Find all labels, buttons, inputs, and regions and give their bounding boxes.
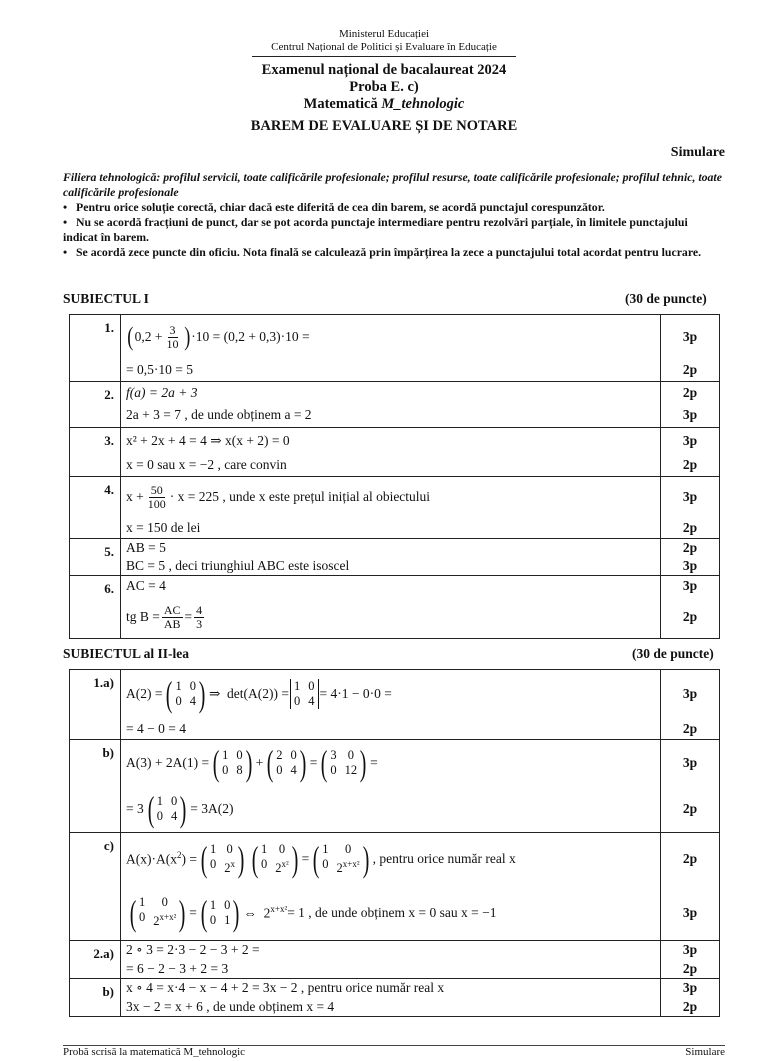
points-cell: 3p 2p	[661, 979, 720, 1017]
note-3: • Se acordă zece puncte din oficiu. Nota finală se calculează prin împărțirea la zece a punctajului total acordat pentru lucrare.	[63, 245, 702, 259]
filiera-text: Filiera tehnologică: profilul servicii, toate calificările profesionale; profilul resurse, toate calificările profesionale; profilul tehnic, toate calificările profesionale	[63, 170, 722, 199]
section-1-table	[69, 314, 720, 639]
exam-title: Examenul național de bacalaureat 2024	[261, 62, 507, 78]
footer-left: Probă scrisă la matematică M_tehnologic	[63, 1046, 246, 1058]
solution-cell: 2 ∘ 3 = 2·3 − 2 − 3 + 2 = = 6 − 2 − 3 + 2 = 3	[121, 941, 661, 979]
points-cell: 3p 2p	[661, 428, 720, 477]
table-row	[70, 941, 720, 979]
item-number: 2.	[70, 382, 121, 428]
item-number: b)	[70, 979, 121, 1017]
solution-cell: A(3) + 2A(1) = ( 1 0 0 8 ) + ( 2 0 0 4 ) = ( 3 0 0 12 ) = = 3 ( 1 0 0 4 ) = 3A(2)	[121, 740, 661, 833]
item-number: c)	[70, 833, 121, 941]
simulare-label: Simulare	[670, 145, 725, 160]
section-1-title: SUBIECTUL I	[63, 291, 149, 306]
points-cell: 3p 2p	[661, 740, 720, 833]
section-2-points: (30 de puncte)	[632, 646, 714, 661]
section-2-title: SUBIECTUL al II-lea	[63, 646, 190, 661]
solution-cell: x ∘ 4 = x·4 − x − 4 + 2 = 3x − 2 , pentru orice număr real x 3x − 2 = x + 6 , de unde obținem x = 4	[121, 979, 661, 1017]
table-row	[70, 382, 720, 428]
item-number: 1.a)	[70, 670, 121, 740]
table-row	[70, 833, 720, 941]
subject-title: Matematică M_tehnologic	[303, 96, 465, 112]
points-cell: 2p 3p	[661, 833, 720, 941]
points-cell: 2p 3p	[661, 382, 720, 428]
points-cell: 3p 2p	[661, 315, 720, 382]
section-1-points: (30 de puncte)	[625, 291, 707, 306]
solution-cell: f(a) = 2a + 3 2a + 3 = 7 , de unde obținem a = 2	[121, 382, 661, 428]
note-2: • Nu se acordă fracțiuni de punct, dar se pot acorda punctaje intermediare pentru rezolvări parțiale, în limitele punctajului indicat în barem.	[63, 215, 688, 244]
note-1: • Pentru orice soluție corectă, chiar dacă este diferită de cea din barem, se acordă punctajul corespunzător.	[63, 200, 605, 214]
header-rule	[252, 56, 516, 57]
center-name: Centrul Național de Politici și Evaluare în Educație	[271, 41, 497, 53]
item-number: 2.a)	[70, 941, 121, 979]
solution-cell: ( 0,2 + $\frac{3}{10}$ ) ·10 = (0,2 + 0,3)·10 = = 0,5·10 = 5	[121, 315, 661, 382]
item-number: 5.	[70, 539, 121, 576]
points-cell: 3p 2p	[661, 477, 720, 539]
section-2-table	[69, 669, 720, 1017]
solution-cell: A(2) = ( 1 0 0 4 ) ⇒ det(A(2)) = 1 0 0 4 = 4·1 − 0·0 = = 4 − 0 = 4	[121, 670, 661, 740]
table-row	[70, 539, 720, 576]
solution-cell: AB = 5 BC = 5 , deci triunghiul ABC este isoscel	[121, 539, 661, 576]
solution-cell: x² + 2x + 4 = 4 ⇒ x(x + 2) = 0 x = 0 sau x = −2 , care convin	[121, 428, 661, 477]
solution-cell: AC = 4 tg B = $\frac{AC}{AB}$ = $\frac{4}{3}$	[121, 576, 661, 639]
proba-title: Proba E. c)	[349, 79, 419, 95]
solution-cell: $A(x)\cdot A(x^2)$ = ( 1 0 0 2$^x$ ) ( 1 0 0 $2^{x^2}$ ) = ( 1 0 0 $2^{x+x^2}$ ) , pentru orice număr real x ( 1 0 0 $2^{x+x^2}$ ) = ( 1 0 0 1 ) ⇔ $2^{x+x^2}$ = 1 , de unde obținem x = 0 sau x = −1	[121, 833, 661, 941]
item-number: 6.	[70, 576, 121, 639]
item-number: 1.	[70, 315, 121, 382]
points-cell: 3p 2p	[661, 576, 720, 639]
item-number: 4.	[70, 477, 121, 539]
table-row	[70, 576, 720, 639]
notes-block	[63, 170, 725, 260]
table-row	[70, 979, 720, 1017]
points-cell: 3p 2p	[661, 670, 720, 740]
footer-right: Simulare	[685, 1046, 725, 1058]
item-number: 3.	[70, 428, 121, 477]
table-row	[70, 740, 720, 833]
table-row	[70, 477, 720, 539]
barem-title: BAREM DE EVALUARE ȘI DE NOTARE	[250, 118, 518, 134]
solution-cell: x + $\frac{50}{100}$ · x = 225 , unde x este prețul inițial al obiectului x = 150 de lei	[121, 477, 661, 539]
table-row	[70, 315, 720, 382]
table-row	[70, 670, 720, 740]
item-number: b)	[70, 740, 121, 833]
ministry-name: Ministerul Educației	[338, 28, 430, 40]
points-cell: 3p 2p	[661, 941, 720, 979]
points-cell: 2p 3p	[661, 539, 720, 576]
table-row	[70, 428, 720, 477]
